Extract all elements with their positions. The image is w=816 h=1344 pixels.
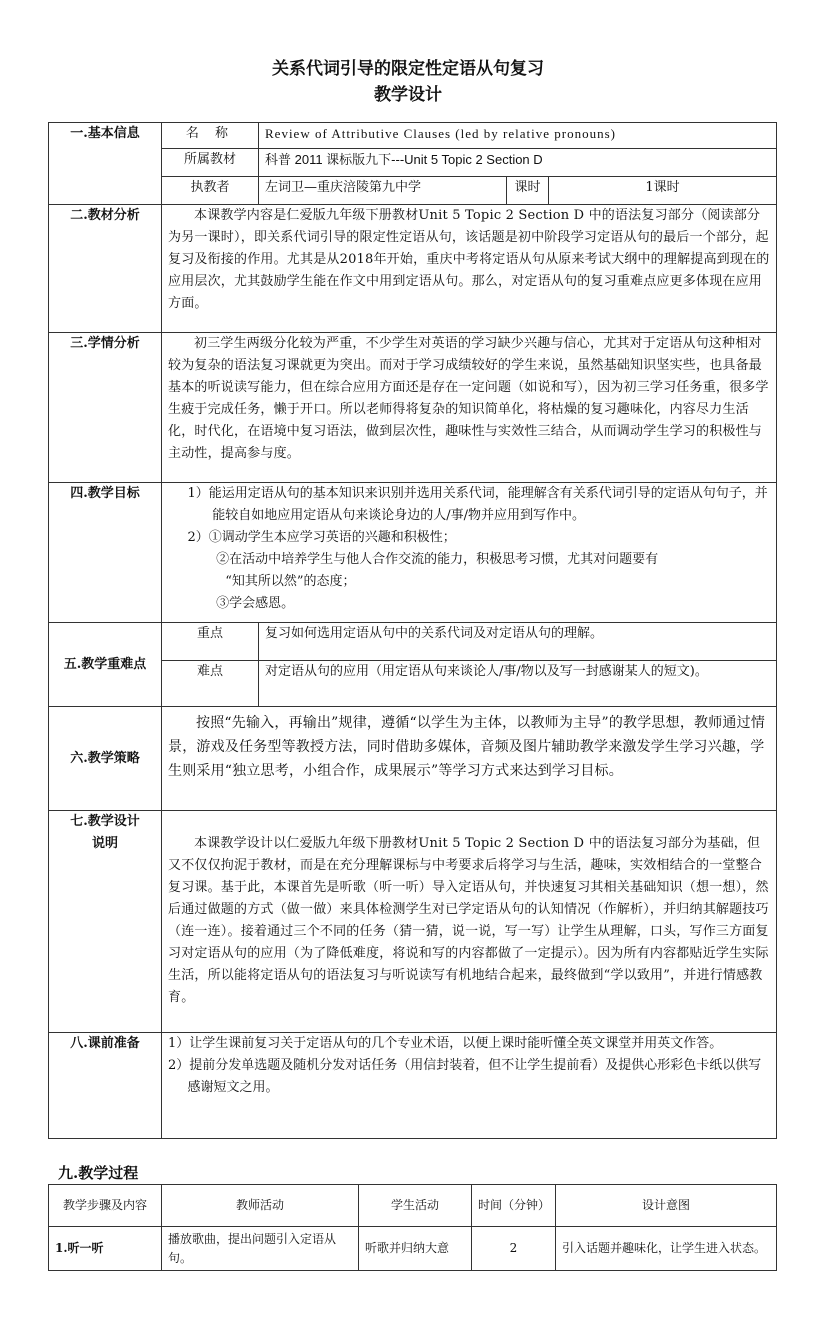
learner-analysis-text: 初三学生两级分化较为严重，不少学生对英语的学习缺少兴趣与信心，尤其对于定语从句这种相对较为复杂的语法复习课就更为突出。而对于学习成绩较好的学生来说，虽然基础知识坚实些，也具备最基本的听说读写能力，但在综合应用方面还是存在一定问题（如说和写），因为初三学习任务重，很多学生疲于完成任务，懒于开口。所以老师得将复杂的知识简单化，将枯燥的复习趣味化，内容尽力生活化，时代化，在语境中复习语法，做到层次性，趣味性与实效性三结合，从而调动学生学习的积极性与主动性，提高参与度。 — [168, 336, 769, 461]
key-point-text: 复习如何选用定语从句中的关系代词及对定语从句的理解。 — [259, 623, 777, 661]
process-header-student: 学生活动 — [359, 1185, 472, 1227]
teacher-value: 左词卫—重庆涪陵第九中学 — [259, 177, 507, 205]
lesson-plan-table — [48, 122, 777, 1139]
objective-item-2d: ③学会感恩。 — [216, 596, 295, 611]
section-key-points-heading: 五.教学重难点 — [49, 623, 162, 707]
process-time: 2 — [472, 1227, 556, 1271]
objective-item-2a: 2）①调动学生本应学习英语的兴趣和积极性； — [187, 530, 456, 545]
section-preparation-heading: 八.课前准备 — [49, 1033, 162, 1139]
difficulty-label: 难点 — [162, 661, 259, 707]
textbook-label: 所属教材 — [162, 149, 259, 177]
document-subtitle: 教学设计 — [374, 85, 442, 105]
teacher-label: 执教者 — [162, 177, 259, 205]
difficulty-text: 对定语从句的应用（用定语从句来谈论人/事/物以及写一封感谢某人的短文)。 — [259, 661, 777, 707]
process-header-purpose: 设计意图 — [556, 1185, 777, 1227]
process-step: 1.听一听 — [49, 1227, 162, 1271]
objective-item-2b: ②在活动中培养学生与他人合作交流的能力，积极思考习惯，尤其对问题要有 — [216, 552, 659, 567]
section-strategy-heading: 六.教学策略 — [49, 707, 162, 811]
strategy-text: 按照“先输入，再输出”规律，遵循“以学生为主体，以教师为主导”的教学思想，教师通过情景，游戏及任务型等教授方法，同时借助多媒体，音频及图片辅助教学来激发学生学习兴趣，学生则采用“独立思考，小组合作，成果展示”等学习方式来达到学习目标。 — [168, 715, 766, 779]
process-header-step: 教学步骤及内容 — [49, 1185, 162, 1227]
process-header-time: 时间（分钟） — [472, 1185, 556, 1227]
key-point-label: 重点 — [162, 623, 259, 661]
table-row — [49, 1227, 777, 1271]
section-basic-info-heading: 一.基本信息 — [49, 123, 162, 205]
teaching-process-heading: 九.教学过程 — [58, 1164, 139, 1182]
document-title: 关系代词引导的限定性定语从句复习 — [272, 59, 544, 79]
objective-item-2c: “知其所以然”的态度； — [225, 574, 356, 589]
design-notes-text: 本课教学设计以仁爱版九年级下册教材Unit 5 Topic 2 Section D 中的语法复习部分为基础，但又不仅仅拘泥于教材，而是在充分理解课标与中考要求后将学习与生活，趣味，实效相结合的一堂整合复习课。基于此，本课首先是听歌（听一听）导入定语从句，并快速复习其相关基础知识（想一想），然后通过做题的方式（做一做）来具体检测学生对已学定语从句的认知情况（作解析），并归纳其解题技巧（连一连）。接着通过三个不同的任务（猜一猜，说一说，写一写）让学生从理解，口头，写作三方面复习对定语从句的应用（为了降低难度，将说和写的内容都做了一定提示）。因为所有内容都贴近学生实际生活，所以能将定语从句的语法复习与听说读写有机地结合起来，最终做到“学以致用”，并进行情感教育。 — [168, 836, 769, 1005]
process-teacher-activity: 播放歌曲，提出问题引入定语从句。 — [162, 1227, 359, 1271]
section-design-notes-heading — [49, 811, 162, 1033]
process-purpose: 引入话题并趣味化，让学生进入状态。 — [556, 1227, 777, 1271]
preparation-item-1: 1）让学生课前复习关于定语从句的几个专业术语，以便上课时能听懂全英文课堂并用英文作答。 — [168, 1036, 723, 1051]
design-notes-heading-line1: 七.教学设计 — [70, 814, 140, 829]
process-student-activity: 听歌并归纳大意 — [359, 1227, 472, 1271]
hours-value: 1课时 — [549, 177, 777, 205]
section-objectives-heading: 四.教学目标 — [49, 483, 162, 623]
process-header-row — [49, 1185, 777, 1227]
teaching-process-table — [48, 1184, 777, 1271]
process-header-teacher: 教师活动 — [162, 1185, 359, 1227]
design-notes-heading-line2: 说明 — [91, 836, 118, 851]
hours-label: 课时 — [507, 177, 549, 205]
objective-item-1: 1）能运用定语从句的基本知识来识别并选用关系代词，能理解含有关系代词引导的定语从句句子，并能较自如地应用定语从句来谈论身边的人/事/物并应用到写作中。 — [187, 486, 768, 523]
section-material-analysis-heading: 二.教材分析 — [49, 205, 162, 333]
name-value: Review of Attributive Clauses (led by relative pronouns) — [259, 123, 777, 149]
preparation-item-2: 2）提前分发单选题及随机分发对话任务（用信封装着，但不让学生提前看）及提供心形彩色卡纸以供写感谢短文之用。 — [168, 1058, 762, 1095]
material-analysis-text: 本课教学内容是仁爱版九年级下册教材Unit 5 Topic 2 Section D 中的语法复习部分（阅读部分为另一课时），即关系代词引导的限定性定语从句，该话题是初中阶段学习定语从句的最后一个部分，起复习及衔接的作用。尤其是从2018年开始，重庆中考将定语从句从原来考试大纲中的理解提高到现在的应用层次，尤其鼓励学生能在作文中用到定语从句。那么，对定语从句的复习重难点应更多体现在应用方面。 — [168, 208, 770, 311]
textbook-value: 科普 2011 课标版九下---Unit 5 Topic 2 Section D — [259, 149, 777, 177]
name-label: 名 称 — [162, 123, 259, 149]
section-learner-analysis-heading: 三.学情分析 — [49, 333, 162, 483]
